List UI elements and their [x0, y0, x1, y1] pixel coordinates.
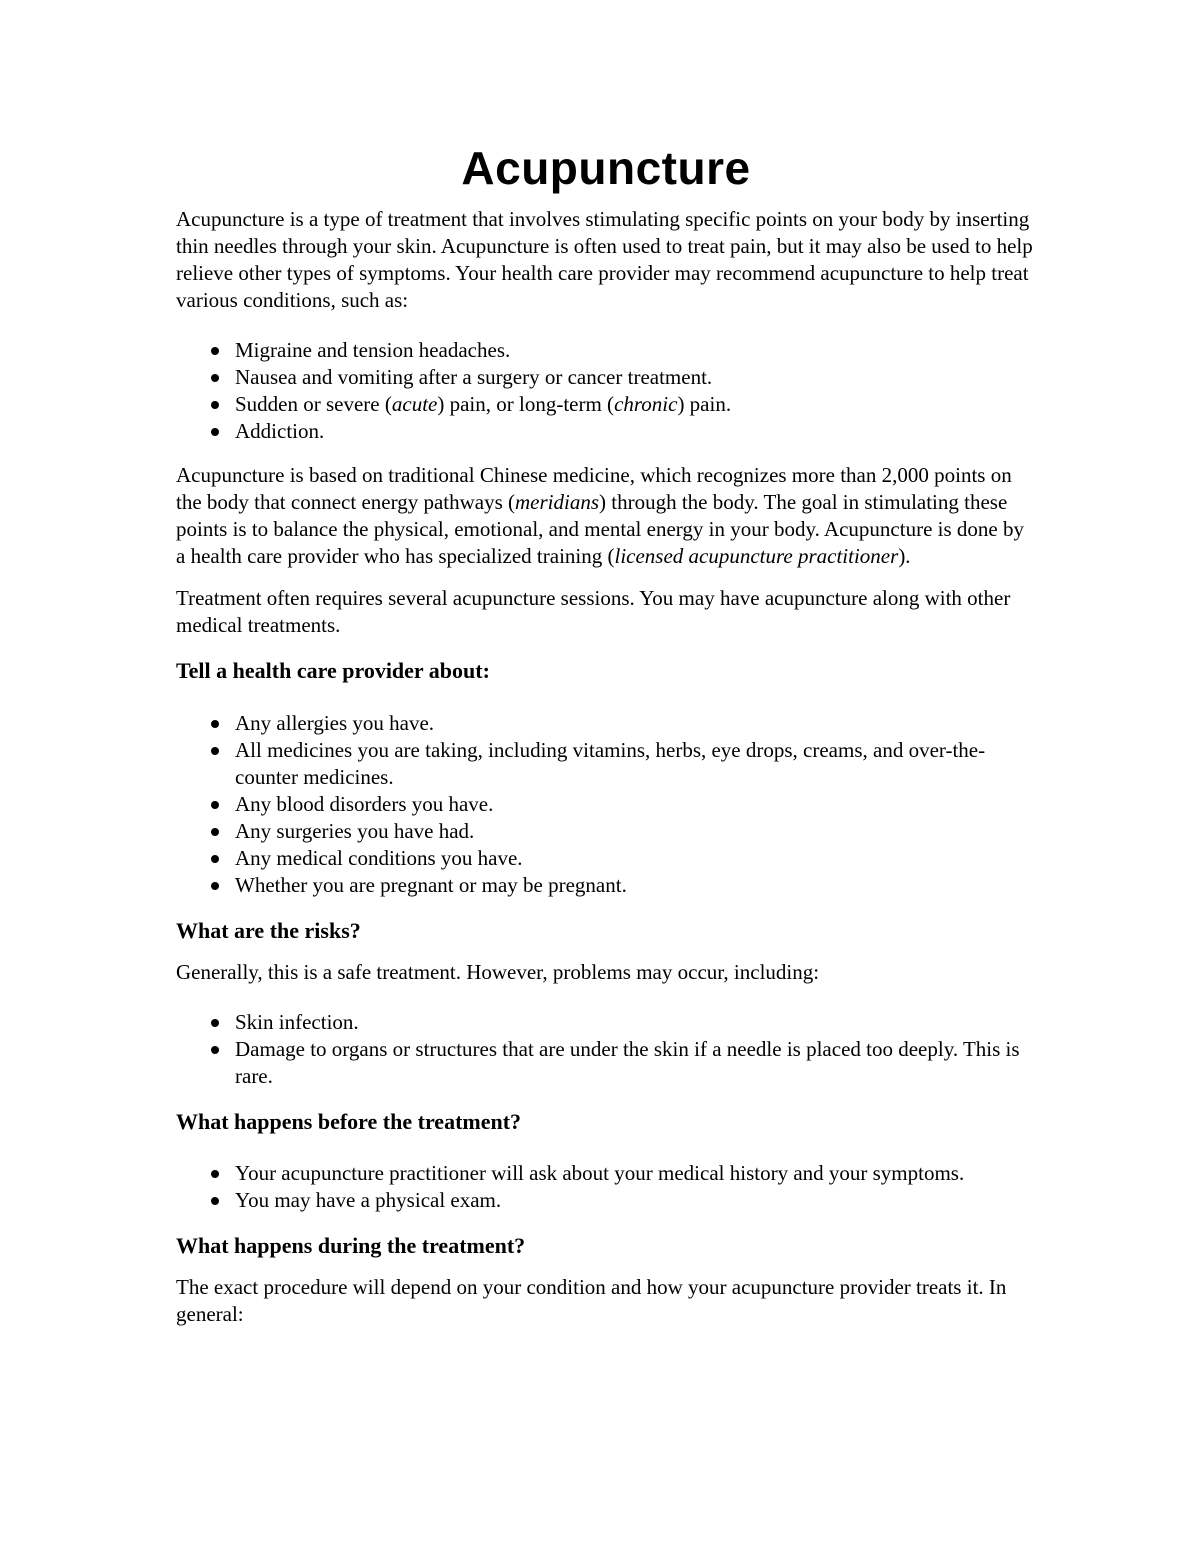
bullet-icon [211, 828, 219, 836]
bullet-icon [211, 401, 219, 409]
section-heading-tell: Tell a health care provider about: [176, 658, 490, 683]
list-item: Nausea and vomiting after a surgery or cancer treatment. [176, 364, 1036, 391]
list-item: Any medical conditions you have. [176, 845, 1036, 872]
bullet-icon [211, 347, 219, 355]
bullet-icon [211, 882, 219, 890]
list-item: Skin infection. [176, 1009, 1036, 1036]
bullet-icon [211, 1019, 219, 1027]
tell-provider-list [176, 710, 1036, 899]
list-item: Any allergies you have. [176, 710, 1036, 737]
bullet-icon [211, 374, 219, 382]
list-item: Any blood disorders you have. [176, 791, 1036, 818]
list-item: Damage to organs or structures that are under the skin if a needle is placed too deeply. This is rare. [176, 1036, 1036, 1090]
list-item: All medicines you are taking, including vitamins, herbs, eye drops, creams, and over-the-counter medicines. [176, 737, 1036, 791]
conditions-list [176, 337, 1036, 445]
bullet-icon [211, 801, 219, 809]
during-intro: The exact procedure will depend on your condition and how your acupuncture provider treats it. In general: [176, 1275, 1007, 1326]
section-heading-risks: What are the risks? [176, 918, 361, 943]
bullet-icon [211, 1170, 219, 1178]
risks-list [176, 1009, 1036, 1090]
intro-paragraph: Acupuncture is a type of treatment that involves stimulating specific points on your body by inserting thin needles through your skin. Acupuncture is often used to treat pain, but it may also be used to help relieve other types of symptoms. Your health care provider may recommend acupuncture to help treat various conditions, such as: [176, 207, 1033, 312]
bullet-icon [211, 428, 219, 436]
list-item: Any surgeries you have had. [176, 818, 1036, 845]
list-item: You may have a physical exam. [176, 1187, 1036, 1214]
bullet-icon [211, 1046, 219, 1054]
list-item: Whether you are pregnant or may be pregnant. [176, 872, 1036, 899]
list-item: Sudden or severe (acute) pain, or long-term (chronic) pain. [176, 391, 1036, 418]
risks-intro: Generally, this is a safe treatment. However, problems may occur, including: [176, 960, 820, 984]
tcm-paragraph: Acupuncture is based on traditional Chinese medicine, which recognizes more than 2,000 points on the body that connect energy pathways (meridians) through the body. The goal in stimulating these points is to balance the physical, emotional, and mental energy in your body. Acupuncture is done by a health care provider who has specialized training (licensed acupuncture practitioner). [176, 463, 1024, 568]
section-heading-before: What happens before the treatment? [176, 1109, 522, 1134]
sessions-paragraph: Treatment often requires several acupuncture sessions. You may have acupuncture along with other medical treatments. [176, 586, 1011, 637]
list-item: Addiction. [176, 418, 1036, 445]
before-treatment-list [176, 1160, 1036, 1214]
list-item: Your acupuncture practitioner will ask about your medical history and your symptoms. [176, 1160, 1036, 1187]
bullet-icon [211, 1197, 219, 1205]
bullet-icon [211, 720, 219, 728]
section-heading-during: What happens during the treatment? [176, 1233, 526, 1258]
bullet-icon [211, 747, 219, 755]
document-page [176, 0, 1036, 1328]
page-title: Acupuncture [461, 142, 751, 194]
list-item: Migraine and tension headaches. [176, 337, 1036, 364]
bullet-icon [211, 855, 219, 863]
